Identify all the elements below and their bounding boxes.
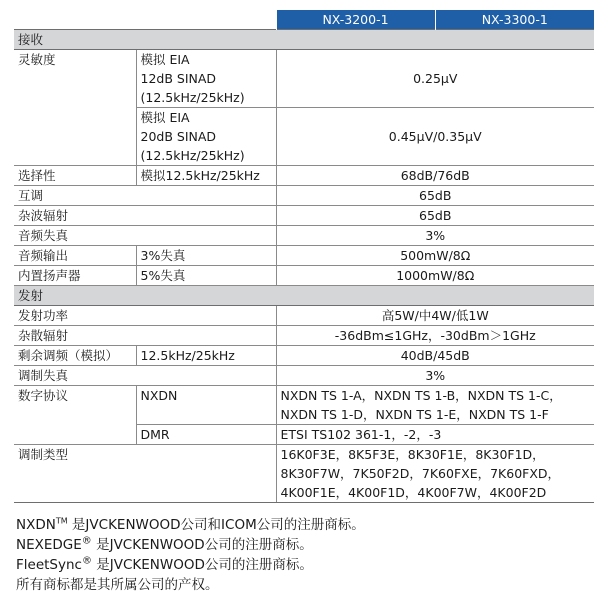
audio-output-label: 音频输出 [14,246,136,266]
row-mod-distortion [14,366,594,386]
note-brand: NXDN [16,517,56,533]
model-header-row [14,10,594,30]
tx-spurious-value: -36dBm≤1GHz，-30dBm＞1GHz [276,326,594,346]
internal-speaker-value: 1000mW/8Ω [276,266,594,286]
audio-distortion-value: 3% [276,226,594,246]
sensitivity-12db-cond [136,50,276,108]
row-tx-power [14,306,594,326]
residual-fm-value: 40dB/45dB [276,346,594,366]
cond-line: 20dB SINAD [140,129,217,144]
protocol-nxdn-value [276,386,594,425]
cond-line: (12.5kHz/25kHz) [140,90,245,105]
emission-value [276,445,594,503]
note-text: 是JVCKENWOOD公司和ICOM公司的注册商标。 [67,517,365,533]
tx-power-label: 发射功率 [14,306,276,326]
nxdn-line: NXDN TS 1-D，NXDN TS 1-E，NXDN TS 1-F [280,407,549,422]
row-sensitivity-12db [14,50,594,108]
emission-line: 4K00F1E，4K00F1D，4K00F7W，4K00F2D [280,485,547,500]
row-intermod [14,186,594,206]
audio-distortion-label: 音频失真 [14,226,276,246]
cond-line: 模拟 EIA [140,110,190,125]
row-protocol-nxdn [14,386,594,425]
residual-fm-cond: 12.5kHz/25kHz [136,346,276,366]
protocol-dmr-name: DMR [136,425,276,445]
note-nxdn [16,515,365,535]
emission-label: 调制类型 [14,445,276,503]
rx-spurious-label: 杂波辐射 [14,206,276,226]
header-blank [14,10,276,30]
row-residual-fm [14,346,594,366]
note-nexedge [16,535,365,555]
row-audio-distortion [14,226,594,246]
tx-spurious-label: 杂散辐射 [14,326,276,346]
spec-table [14,10,594,503]
row-selectivity [14,166,594,186]
sensitivity-12db-value: 0.25μV [276,50,594,108]
tx-power-value: 高5W/中4W/低1W [276,306,594,326]
trademark-notes [16,515,365,595]
nxdn-line: NXDN TS 1-A，NXDN TS 1-B，NXDN TS 1-C， [280,388,562,403]
model-nx3300: NX-3300-1 [435,10,594,30]
rx-spurious-value: 65dB [276,206,594,226]
registered-mark: ® [81,555,92,567]
selectivity-label: 选择性 [14,166,136,186]
internal-speaker-cond: 5%失真 [136,266,276,286]
sensitivity-20db-value: 0.45μV/0.35μV [276,108,594,166]
note-brand: FleetSync [16,557,82,573]
residual-fm-label: 剩余调频（模拟） [14,346,136,366]
section-transmit [14,286,594,306]
audio-output-cond: 3%失真 [136,246,276,266]
note-text: 是JVCKENWOOD公司的注册商标。 [91,557,313,573]
section-receive [14,30,594,50]
sensitivity-20db-cond [136,108,276,166]
mod-distortion-label: 调制失真 [14,366,276,386]
intermod-value: 65dB [276,186,594,206]
protocol-label: 数字协议 [14,386,136,445]
emission-line: 16K0F3E，8K5F3E，8K30F1E，8K30F1D， [280,447,545,462]
model-nx3200: NX-3200-1 [276,10,435,30]
row-internal-speaker [14,266,594,286]
row-emission [14,445,594,503]
cond-line: (12.5kHz/25kHz) [140,148,245,163]
registered-mark: ® [81,535,92,547]
emission-line: 8K30F7W，7K50F2D，7K60FXE，7K60FXD， [280,466,561,481]
protocol-dmr-value: ETSI TS102 361-1，-2，-3 [276,425,594,445]
protocol-nxdn-name: NXDN [136,386,276,425]
section-receive-title: 接收 [14,30,594,50]
row-rx-spurious [14,206,594,226]
mod-distortion-value: 3% [276,366,594,386]
row-tx-spurious [14,326,594,346]
cond-line: 12dB SINAD [140,71,217,86]
note-fleetsync [16,555,365,575]
spec-table-container [14,10,594,503]
sensitivity-label: 灵敏度 [14,50,136,166]
note-text: 是JVCKENWOOD公司的注册商标。 [91,537,313,553]
note-brand: NEXEDGE [16,537,82,553]
row-audio-output [14,246,594,266]
selectivity-value: 68dB/76dB [276,166,594,186]
section-transmit-title: 发射 [14,286,594,306]
intermod-label: 互调 [14,186,276,206]
audio-output-value: 500mW/8Ω [276,246,594,266]
selectivity-cond: 模拟12.5kHz/25kHz [136,166,276,186]
internal-speaker-label: 内置扬声器 [14,266,136,286]
note-all-marks: 所有商标都是其所属公司的产权。 [16,577,219,593]
trademark-mark: TM [55,516,68,526]
cond-line: 模拟 EIA [140,52,190,67]
